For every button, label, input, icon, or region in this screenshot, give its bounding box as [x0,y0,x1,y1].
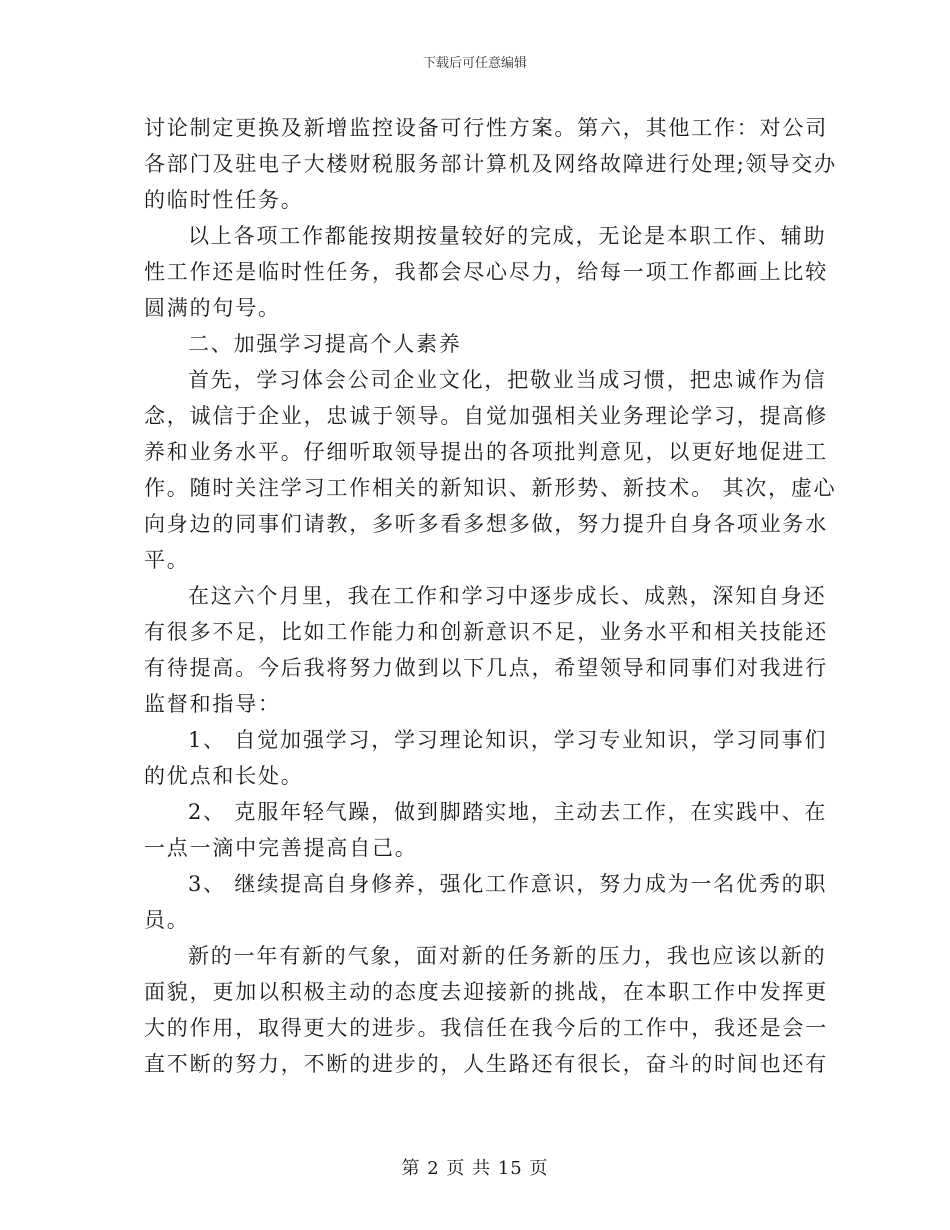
text-line: 面貌，更加以积极主动的态度去迎接新的挑战，在本职工作中发挥更 [144,980,828,1004]
paragraph-start: 新的一年有新的气象，面对新的任务新的压力，我也应该以新的 [188,944,827,968]
text-line: 性工作还是临时性任务，我都会尽心尽力，给每一项工作都画上比较 [144,260,828,284]
text-line: 养和业务水平。仔细听取领导提出的各项批判意见，以更好地促进工 [144,440,828,464]
text-line: 的优点和长处。 [144,764,304,788]
text-line: 大的作用，取得更大的进步。我信任在我今后的工作中，我还是会一 [144,1016,828,1040]
paragraph-start: 以上各项工作都能按期按量较好的完成，无论是本职工作、辅助 [188,224,827,248]
list-item-1: 1、 自觉加强学习，学习理论知识，学习专业知识，学习同事们 [188,728,828,752]
section-heading: 二、加强学习提高个人素养 [188,332,462,356]
text-line: 念，诚信于企业，忠诚于领导。自觉加强相关业务理论学习，提高修 [144,404,828,428]
text-line: 平。 [144,548,190,572]
page-header: 下载后可任意编辑 [422,56,527,71]
text-line: 有待提高。今后我将努力做到以下几点，希望领导和同事们对我进行 [144,656,828,680]
text-line: 监督和指导： [144,692,281,716]
text-line: 有很多不足，比如工作能力和创新意识不足，业务水平和相关技能还 [144,620,828,644]
page-footer: 第 2 页 共 15 页 [401,1158,549,1179]
text-line: 各部门及驻电子大楼财税服务部计算机及网络故障进行处理;领导交办 [144,152,837,176]
paragraph-start: 在这六个月里，我在工作和学习中逐步成长、成熟，深知自身还 [188,584,827,608]
text-line: 直不断的努力，不断的进步的，人生路还有很长，奋斗的时间也还有 [144,1052,828,1076]
list-item-3: 3、 继续提高自身修养，强化工作意识，努力成为一名优秀的职 [188,872,828,896]
text-line: 一点一滴中完善提高自己。 [144,836,418,860]
list-item-2: 2、 克服年轻气躁，做到脚踏实地，主动去工作，在实践中、在 [188,800,828,824]
document-body [144,110,837,1082]
text-line: 讨论制定更换及新增监控设备可行性方案。第六，其他工作：对公司 [144,116,828,140]
paragraph-start: 首先，学习体会公司企业文化，把敬业当成习惯，把忠诚作为信 [188,368,827,392]
text-line: 作。随时关注学习工作相关的新知识、新形势、新技术。 其次，虚心 [144,476,837,500]
text-line: 向身边的同事们请教，多听多看多想多做，努力提升自身各项业务水 [144,512,828,536]
text-line: 圆满的句号。 [144,296,281,320]
text-line: 员。 [144,908,190,932]
text-line: 的临时性任务。 [144,188,304,212]
